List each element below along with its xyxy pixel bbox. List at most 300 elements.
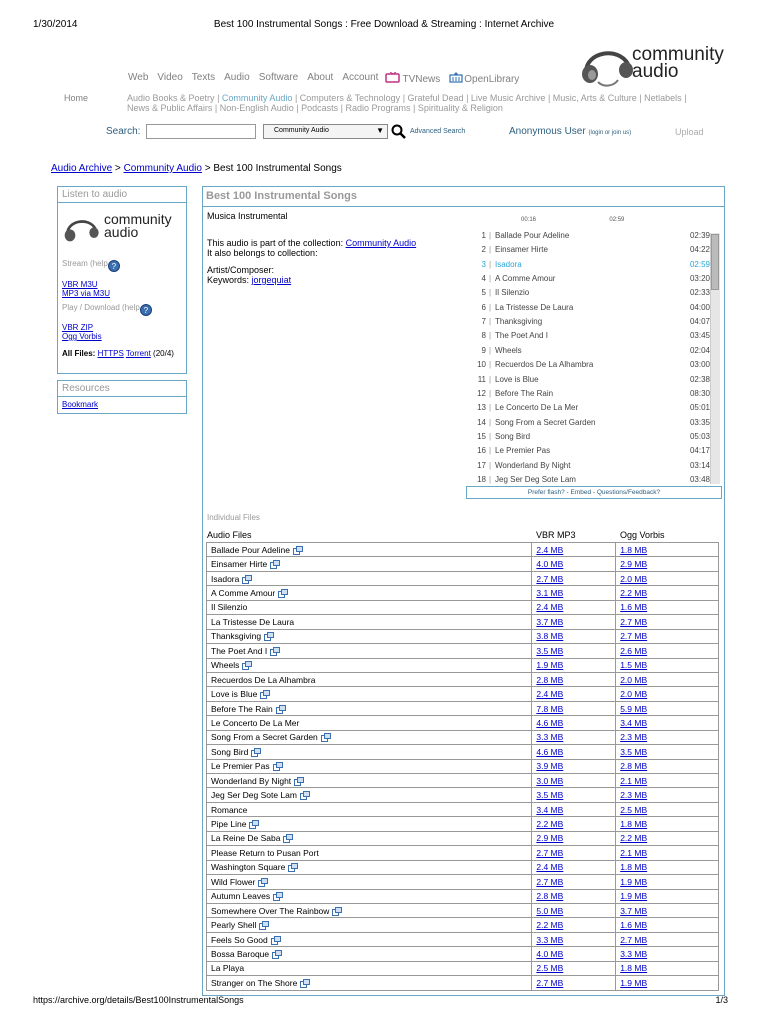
track-number: 2 (481, 245, 486, 255)
dropdown-arrow-icon: ▼ (376, 126, 384, 135)
track-number: 10 (477, 360, 486, 370)
nav-about[interactable]: About (307, 72, 334, 83)
mp3-download-link[interactable]: 3.3 MB (536, 934, 564, 945)
mp3-m3u-link[interactable]: MP3 via M3U (62, 289, 111, 298)
ogg-size-cell (616, 889, 719, 903)
subnav-spirituality[interactable]: Spirituality & Religion (417, 103, 503, 113)
subnav-computers[interactable]: Computers & Technology (299, 93, 401, 103)
individual-files-label: Individual Files (207, 513, 260, 522)
ogg-download-link[interactable]: 2.3 MB (620, 790, 648, 801)
ogg-size-cell (616, 976, 719, 990)
advanced-search-link[interactable]: Advanced Search (410, 128, 466, 135)
mp3-download-link[interactable]: 4.6 MB (536, 746, 564, 757)
track-separator: | (489, 360, 492, 370)
file-name-cell (207, 701, 532, 715)
playlist-track[interactable] (466, 260, 710, 274)
file-name-cell (207, 759, 532, 773)
external-link-icon[interactable] (300, 791, 310, 800)
table-row (207, 903, 719, 917)
table-row (207, 658, 719, 672)
track-duration: 04:00 (689, 302, 710, 312)
mp3-size-cell (532, 629, 616, 643)
track-number: 18 (477, 474, 486, 484)
table-row (207, 672, 719, 686)
print-page-number: 1/3 (715, 995, 728, 1005)
mp3-download-link[interactable]: 7.8 MB (536, 703, 564, 714)
mp3-size-cell (532, 557, 616, 571)
track-title: La Tristesse De Laura (495, 302, 574, 312)
track-title: Wonderland By Night (495, 460, 571, 470)
external-link-icon[interactable] (264, 632, 274, 641)
search-input[interactable] (146, 124, 256, 139)
playlist-track[interactable] (466, 360, 710, 374)
ogg-size-cell (616, 644, 719, 658)
mp3-download-link[interactable]: 4.0 MB (536, 559, 564, 570)
file-name-cell (207, 903, 532, 917)
external-link-icon[interactable] (300, 979, 310, 988)
track-title: Isadora (495, 259, 522, 269)
ogg-download-link[interactable]: 2.7 MB (620, 934, 648, 945)
headphones-icon (578, 42, 638, 90)
mp3-download-link[interactable]: 2.4 MB (536, 689, 564, 700)
ogg-download-link[interactable]: 3.3 MB (620, 948, 648, 959)
mp3-download-link[interactable]: 4.6 MB (536, 717, 564, 728)
track-separator: | (489, 403, 492, 413)
torrent-link[interactable]: Torrent (125, 349, 151, 358)
track-separator: | (489, 245, 492, 255)
also-belongs-text: It also belongs to collection: (207, 248, 318, 258)
mp3-download-link[interactable]: 2.8 MB (536, 891, 564, 902)
track-duration: 08:30 (689, 388, 710, 398)
file-name: Le Concerto De La Mer (211, 717, 300, 728)
subnav-music-arts[interactable]: Music, Arts & Culture (552, 93, 637, 103)
ogg-download-link[interactable]: 3.5 MB (620, 746, 648, 757)
file-name-cell (207, 730, 532, 744)
track-title: Recuerdos De La Alhambra (495, 360, 594, 370)
ogg-download-link[interactable]: 1.9 MB (620, 891, 648, 902)
ogg-download-link[interactable]: 1.6 MB (620, 602, 648, 613)
ogg-size-cell (616, 629, 719, 643)
mp3-download-link[interactable]: 3.3 MB (536, 732, 564, 743)
nav-tvnews-wrap[interactable] (385, 72, 440, 85)
external-link-icon[interactable] (276, 705, 286, 714)
subnav-netlabels[interactable]: Netlabels (644, 93, 682, 103)
ogg-size-cell (616, 860, 719, 874)
playlist-track[interactable] (466, 346, 710, 360)
track-title: Ballade Pour Adeline (495, 231, 570, 240)
stream-help-label: (help (90, 259, 108, 268)
ogg-size-cell (616, 543, 719, 557)
file-name: Pipe Line (211, 819, 247, 830)
mp3-download-link[interactable]: 3.8 MB (536, 631, 564, 642)
external-link-icon[interactable] (294, 777, 304, 786)
home-link[interactable]: Home (64, 93, 89, 103)
search-button[interactable] (391, 124, 407, 140)
table-row (207, 932, 719, 946)
track-duration: 02:59 (689, 259, 710, 269)
external-link-icon[interactable] (293, 546, 303, 555)
external-link-icon[interactable] (260, 690, 270, 699)
ogg-size-cell (616, 903, 719, 917)
file-name: Wonderland By Night (211, 775, 292, 786)
mp3-download-link[interactable]: 2.7 MB (536, 876, 564, 887)
file-name-cell (207, 961, 532, 975)
track-separator: | (489, 388, 492, 398)
logo-line2: audio (632, 61, 679, 82)
breadcrumb-audio-archive[interactable]: Audio Archive (51, 163, 113, 174)
file-name-cell (207, 629, 532, 643)
mp3-size-cell (532, 976, 616, 990)
ogg-size-cell (616, 788, 719, 802)
mp3-size-cell (532, 586, 616, 600)
ogg-download-link[interactable]: 5.9 MB (620, 703, 648, 714)
listen-panel (57, 186, 187, 374)
mp3-download-link[interactable]: 2.9 MB (536, 833, 564, 844)
file-name: Love is Blue (211, 689, 258, 700)
player-links[interactable]: Prefer flash? - Embed - Questions/Feedback? (466, 486, 722, 499)
mp3-download-link[interactable]: 2.8 MB (536, 674, 564, 685)
file-name: Wild Flower (211, 876, 256, 887)
track-separator: | (489, 417, 492, 427)
track-title: Song From a Secret Garden (495, 417, 596, 427)
ogg-size-cell (616, 831, 719, 845)
file-name: Jeg Ser Deg Sote Lam (211, 790, 297, 801)
ogg-vorbis-link[interactable]: Ogg Vorbis (62, 332, 102, 341)
mp3-size-cell (532, 716, 616, 730)
mp3-download-link[interactable]: 3.7 MB (536, 616, 564, 627)
mp3-download-link[interactable]: 2.2 MB (536, 920, 564, 931)
mp3-download-link[interactable]: 3.1 MB (536, 588, 564, 599)
playlist-scroll-thumb[interactable] (711, 234, 719, 290)
mp3-download-link[interactable]: 3.9 MB (536, 761, 564, 772)
external-link-icon[interactable] (273, 892, 283, 901)
file-name-cell (207, 831, 532, 845)
https-link[interactable]: HTTPS (97, 349, 124, 358)
ogg-size-cell (616, 701, 719, 715)
player-times (521, 217, 624, 223)
external-link-icon[interactable] (249, 820, 259, 829)
ogg-download-link[interactable]: 1.8 MB (620, 819, 648, 830)
playlist-track[interactable] (466, 317, 710, 331)
ogg-size-cell (616, 759, 719, 773)
ogg-download-link[interactable]: 1.8 MB (620, 963, 648, 974)
ogg-size-cell (616, 875, 719, 889)
track-separator: | (489, 460, 492, 470)
track-title: Il Silenzio (495, 288, 530, 298)
upload-link[interactable]: Upload (675, 127, 704, 137)
nav-texts[interactable]: Texts (191, 72, 216, 83)
ogg-size-cell (616, 586, 719, 600)
subnav-grateful-dead[interactable]: Grateful Dead (407, 93, 464, 103)
track-number: 3 (481, 259, 486, 269)
mp3-size-cell (532, 802, 616, 816)
ogg-download-link[interactable]: 1.5 MB (620, 660, 648, 671)
audio-subnav: Audio Books & Poetry | Community Audio | Computers & Technology | Grateful Dead | Live Music Archive | Music, Arts & Culture | Netlabels | News & Public Affairs | Non-English Audio | Podcasts | Radio Programs | Spirituality & Religion (127, 93, 687, 113)
track-number: 11 (477, 374, 486, 384)
nav-software[interactable]: Software (258, 72, 299, 83)
mp3-size-cell (532, 918, 616, 932)
ogg-download-link[interactable]: 2.2 MB (620, 588, 648, 599)
title-divider (203, 206, 724, 207)
files-table (206, 542, 719, 991)
track-duration: 03:35 (689, 417, 710, 427)
playlist-track[interactable] (466, 331, 710, 345)
mp3-download-link[interactable]: 2.2 MB (536, 819, 564, 830)
subnav-live-music[interactable]: Live Music Archive (470, 93, 546, 103)
ogg-download-link[interactable]: 3.4 MB (620, 717, 648, 728)
mp3-size-cell (532, 788, 616, 802)
ogg-size-cell (616, 745, 719, 759)
print-url: https://archive.org/details/Best100InstrumentalSongs (33, 995, 244, 1005)
subnav-news[interactable]: News & Public Affairs (127, 103, 213, 113)
file-name: Romance (211, 804, 248, 815)
file-name-cell (207, 716, 532, 730)
vbr-zip-link[interactable]: VBR ZIP (62, 323, 94, 332)
file-name: Isadora (211, 573, 240, 584)
ogg-download-link[interactable]: 2.0 MB (620, 674, 648, 685)
mp3-download-link[interactable]: 2.7 MB (536, 977, 564, 988)
table-row (207, 716, 719, 730)
ogg-download-link[interactable]: 1.8 MB (620, 544, 648, 555)
external-link-icon[interactable] (273, 762, 283, 771)
playlist-track[interactable] (466, 446, 710, 460)
stream-label: Stream (62, 259, 88, 268)
table-row (207, 543, 719, 557)
mp3-download-link[interactable]: 3.5 MB (536, 790, 564, 801)
all-files-label: All Files: (62, 349, 96, 358)
file-name-cell (207, 600, 532, 614)
logo-line1: community (632, 44, 724, 65)
external-link-icon[interactable] (270, 560, 280, 569)
mp3-download-link[interactable]: 4.0 MB (536, 948, 564, 959)
nav-audio[interactable]: Audio (224, 72, 250, 83)
playlist (466, 231, 722, 485)
file-name: Bossa Baroque (211, 948, 270, 959)
track-separator: | (489, 231, 492, 240)
file-name-cell (207, 802, 532, 816)
playlist-track[interactable] (466, 375, 710, 389)
playlist-track[interactable] (466, 461, 710, 475)
keyword-link[interactable]: jorgequiat (251, 275, 292, 285)
login-link[interactable]: (login or join us) (588, 130, 632, 136)
user-name: Anonymous User (509, 126, 586, 137)
ogg-size-cell (616, 730, 719, 744)
track-title: Thanksgiving (495, 317, 543, 327)
ogg-download-link[interactable]: 1.8 MB (620, 862, 648, 873)
external-link-icon[interactable] (270, 647, 280, 656)
nav-video[interactable]: Video (157, 72, 183, 83)
track-separator: | (489, 288, 492, 298)
ogg-download-link[interactable]: 1.6 MB (620, 920, 648, 931)
logo-text (632, 46, 724, 80)
mp3-download-link[interactable]: 3.4 MB (536, 804, 564, 815)
mp3-download-link[interactable]: 5.0 MB (536, 905, 564, 916)
mp3-download-link[interactable]: 2.5 MB (536, 963, 564, 974)
col-audio-files: Audio Files (207, 530, 252, 540)
subnav-community-audio[interactable]: Community Audio (221, 93, 293, 103)
file-name: Thanksgiving (211, 631, 262, 642)
mp3-download-link[interactable]: 2.7 MB (536, 847, 564, 858)
external-link-icon[interactable] (271, 936, 281, 945)
file-name-cell (207, 889, 532, 903)
track-number: 4 (481, 274, 486, 284)
table-row (207, 600, 719, 614)
mp3-download-link[interactable]: 2.4 MB (536, 544, 564, 555)
subnav-podcasts[interactable]: Podcasts (301, 103, 339, 113)
breadcrumb-community-audio[interactable]: Community Audio (123, 163, 202, 174)
ogg-download-link[interactable]: 2.0 MB (620, 573, 648, 584)
ogg-size-cell (616, 571, 719, 585)
mp3-download-link[interactable]: 3.5 MB (536, 645, 564, 656)
table-row (207, 802, 719, 816)
track-number: 14 (477, 417, 486, 427)
bookmark-link[interactable]: Bookmark (62, 400, 99, 409)
table-row (207, 889, 719, 903)
table-row (207, 817, 719, 831)
ogg-download-link[interactable]: 2.7 MB (620, 616, 648, 627)
mp3-size-cell (532, 730, 616, 744)
track-number: 7 (481, 317, 486, 327)
playlist-track[interactable] (466, 303, 710, 317)
mp3-size-cell (532, 600, 616, 614)
file-name-cell (207, 745, 532, 759)
track-duration: 04:07 (689, 317, 710, 327)
ogg-size-cell (616, 557, 719, 571)
table-row (207, 586, 719, 600)
external-link-icon[interactable] (288, 863, 298, 872)
track-number: 8 (481, 331, 486, 341)
mp3-size-cell (532, 860, 616, 874)
ogg-size-cell (616, 932, 719, 946)
file-name: Somewhere Over The Rainbow (211, 905, 330, 916)
track-duration: 04:22 (689, 245, 710, 255)
mp3-size-cell (532, 817, 616, 831)
external-link-icon[interactable] (242, 575, 252, 584)
collection-link[interactable]: Community Audio (345, 238, 417, 248)
playlist-track[interactable] (466, 389, 710, 403)
track-separator: | (489, 259, 492, 269)
panel-logo-line2: audio (104, 224, 139, 240)
playlist-track[interactable] (466, 274, 710, 288)
subnav-audiobooks[interactable]: Audio Books & Poetry (127, 93, 215, 103)
track-number: 13 (477, 403, 486, 413)
track-title: Song Bird (495, 431, 531, 441)
subnav-non-english[interactable]: Non-English Audio (219, 103, 294, 113)
torrent-count: (20/4) (153, 349, 174, 358)
file-name-cell (207, 658, 532, 672)
file-name-cell (207, 860, 532, 874)
ogg-download-link[interactable]: 2.1 MB (620, 847, 648, 858)
ogg-download-link[interactable]: 2.0 MB (620, 689, 648, 700)
ogg-download-link[interactable]: 2.5 MB (620, 804, 648, 815)
mp3-download-link[interactable]: 2.7 MB (536, 573, 564, 584)
nav-web[interactable]: Web (128, 72, 149, 83)
ogg-size-cell (616, 817, 719, 831)
playlist-track[interactable] (466, 231, 710, 245)
table-row (207, 557, 719, 571)
table-row (207, 976, 719, 990)
playlist-track[interactable] (466, 432, 710, 446)
file-name: Song Bird (211, 746, 249, 757)
search-collection-select[interactable] (263, 124, 388, 139)
print-title: Best 100 Instrumental Songs : Free Download & Streaming : Internet Archive (213, 19, 555, 30)
mp3-download-link[interactable]: 2.4 MB (536, 862, 564, 873)
table-row (207, 687, 719, 701)
ogg-download-link[interactable]: 2.3 MB (620, 732, 648, 743)
ogg-size-cell (616, 961, 719, 975)
external-link-icon[interactable] (321, 733, 331, 742)
file-name: Le Premier Pas (211, 761, 270, 772)
playlist-track[interactable] (466, 475, 710, 485)
vbr-m3u-link[interactable]: VBR M3U (62, 280, 98, 289)
track-separator: | (489, 446, 492, 456)
mp3-download-link[interactable]: 3.0 MB (536, 775, 564, 786)
resources-head: Resources (58, 381, 186, 397)
play-help-label: (help (122, 303, 140, 312)
table-row (207, 730, 719, 744)
help-icon[interactable]: ? (140, 304, 152, 316)
ogg-size-cell (616, 846, 719, 860)
ogg-download-link[interactable]: 2.2 MB (620, 833, 648, 844)
top-navigation (128, 72, 519, 85)
ogg-download-link[interactable]: 2.8 MB (620, 761, 648, 772)
file-name-cell (207, 976, 532, 990)
track-duration: 02:04 (689, 345, 710, 355)
track-title: Before The Rain (495, 388, 554, 398)
ogg-download-link[interactable]: 1.9 MB (620, 876, 648, 887)
external-link-icon[interactable] (242, 661, 252, 670)
file-name-cell (207, 846, 532, 860)
track-title: Wheels (495, 345, 522, 355)
external-link-icon[interactable] (283, 834, 293, 843)
track-duration: 03:14 (689, 460, 710, 470)
playlist-track[interactable] (466, 418, 710, 432)
ogg-download-link[interactable]: 2.9 MB (620, 559, 648, 570)
nav-account[interactable]: Account (342, 72, 379, 83)
external-link-icon[interactable] (251, 748, 261, 757)
ogg-download-link[interactable]: 2.1 MB (620, 775, 648, 786)
track-number: 15 (477, 431, 486, 441)
file-name: La Playa (211, 963, 245, 974)
ogg-download-link[interactable]: 2.7 MB (620, 631, 648, 642)
ogg-download-link[interactable]: 1.9 MB (620, 977, 648, 988)
playlist-track[interactable] (466, 245, 710, 259)
subnav-radio[interactable]: Radio Programs (345, 103, 411, 113)
mp3-size-cell (532, 658, 616, 672)
mp3-download-link[interactable]: 2.4 MB (536, 602, 564, 613)
external-link-icon[interactable] (272, 950, 282, 959)
file-name: La Tristesse De Laura (211, 616, 295, 627)
help-icon[interactable]: ? (108, 260, 120, 272)
external-link-icon[interactable] (332, 907, 342, 916)
external-link-icon[interactable] (259, 921, 269, 930)
playlist-track[interactable] (466, 288, 710, 302)
table-row (207, 745, 719, 759)
library-icon (449, 72, 463, 83)
external-link-icon[interactable] (278, 589, 288, 598)
external-link-icon[interactable] (258, 878, 268, 887)
playlist-track[interactable] (466, 403, 710, 417)
track-title: Love is Blue (495, 374, 539, 384)
track-separator: | (489, 374, 492, 384)
ogg-download-link[interactable]: 2.6 MB (620, 645, 648, 656)
track-number: 17 (477, 460, 486, 470)
file-name: Pearly Shell (211, 920, 257, 931)
ogg-download-link[interactable]: 3.7 MB (620, 905, 648, 916)
nav-openlibrary-wrap[interactable] (449, 72, 519, 85)
mp3-download-link[interactable]: 1.9 MB (536, 660, 564, 671)
track-duration: 02:33 (689, 288, 710, 298)
